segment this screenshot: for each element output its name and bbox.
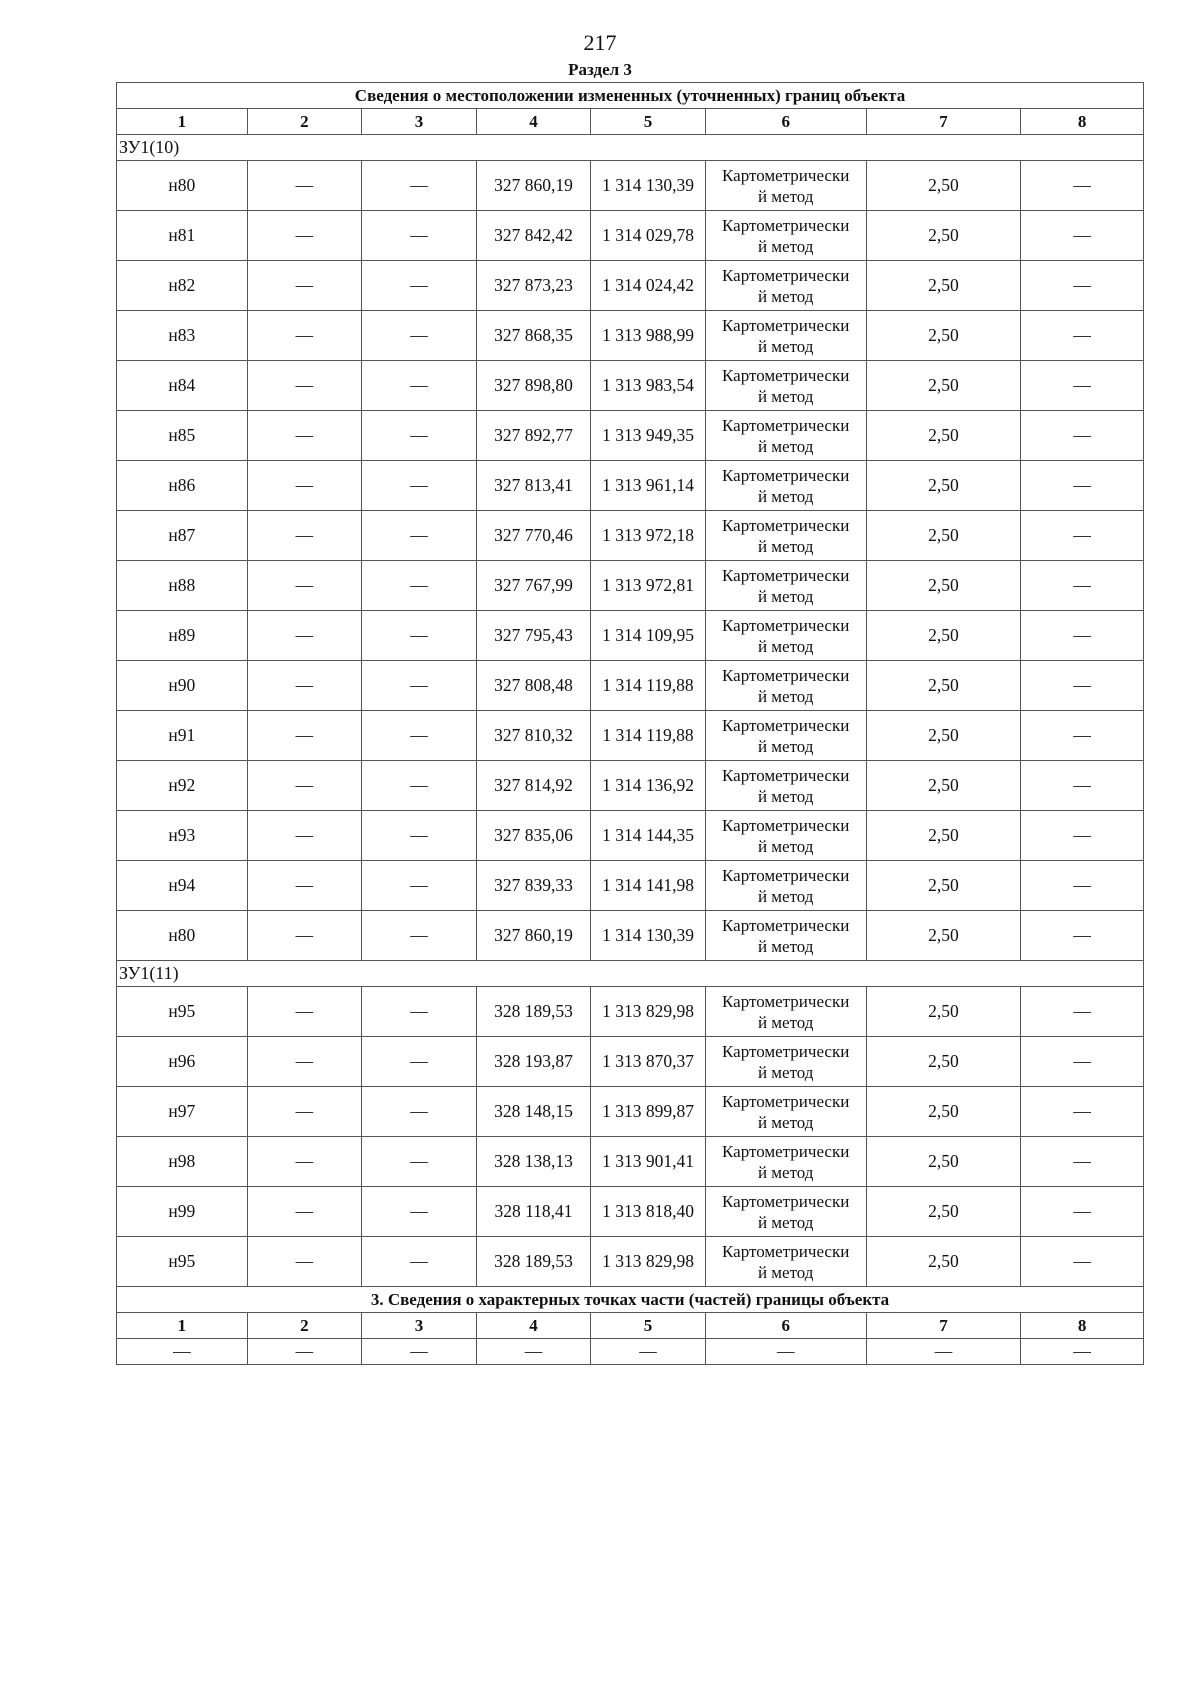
x-coordinate-cell: 327 835,06: [476, 811, 591, 861]
point-id-cell: н84: [117, 361, 248, 411]
col3-cell: —: [362, 361, 477, 411]
method-line-1: Картометрически: [722, 1091, 850, 1111]
col8-cell: —: [1021, 411, 1144, 461]
method-cell: [705, 511, 866, 561]
method-line-2: й метод: [757, 286, 814, 306]
method-line-1: Картометрически: [722, 991, 850, 1011]
method-line-2: й метод: [757, 336, 814, 356]
col2-cell: —: [247, 1137, 362, 1187]
method-line-1: Картометрически: [722, 315, 850, 335]
accuracy-cell: 2,50: [866, 861, 1021, 911]
table-row: [117, 161, 1144, 211]
point-id-cell: н91: [117, 711, 248, 761]
x-coordinate-cell: 328 118,41: [476, 1187, 591, 1237]
col3-cell: —: [362, 561, 477, 611]
method-line-2: й метод: [757, 1012, 814, 1032]
col2-cell: —: [247, 461, 362, 511]
y-coordinate-cell: 1 313 972,81: [591, 561, 706, 611]
group-name: ЗУ1(10): [117, 135, 1144, 161]
col2-cell: —: [247, 761, 362, 811]
method-line-2: й метод: [757, 436, 814, 456]
col3-cell: —: [362, 611, 477, 661]
method-line-2: й метод: [757, 536, 814, 556]
y-coordinate-cell: 1 313 899,87: [591, 1087, 706, 1137]
x-coordinate-cell: 327 892,77: [476, 411, 591, 461]
col8-cell: —: [1021, 161, 1144, 211]
y-coordinate-cell: 1 314 119,88: [591, 661, 706, 711]
table-row: [117, 811, 1144, 861]
col2-cell: —: [247, 1187, 362, 1237]
part-column-header: 7: [866, 1313, 1021, 1339]
part-empty-cell: —: [591, 1339, 706, 1365]
col3-cell: —: [362, 711, 477, 761]
x-coordinate-cell: 327 839,33: [476, 861, 591, 911]
method-line-1: Картометрически: [722, 1041, 850, 1061]
part-empty-cell: —: [705, 1339, 866, 1365]
accuracy-cell: 2,50: [866, 1137, 1021, 1187]
col8-cell: —: [1021, 361, 1144, 411]
point-id-cell: н93: [117, 811, 248, 861]
part-column-header: 3: [362, 1313, 477, 1339]
y-coordinate-cell: 1 314 109,95: [591, 611, 706, 661]
accuracy-cell: 2,50: [866, 1087, 1021, 1137]
method-line-1: Картометрически: [722, 415, 850, 435]
method-line-2: й метод: [757, 1212, 814, 1232]
table-row: [117, 661, 1144, 711]
method-line-1: Картометрически: [722, 215, 850, 235]
part-column-header: 8: [1021, 1313, 1144, 1339]
method-line-1: Картометрически: [722, 765, 850, 785]
method-cell: [705, 561, 866, 611]
page-number: 217: [583, 30, 617, 55]
col8-cell: —: [1021, 1237, 1144, 1287]
col2-cell: —: [247, 211, 362, 261]
point-id-cell: н97: [117, 1087, 248, 1137]
method-cell: [705, 761, 866, 811]
y-coordinate-cell: 1 313 983,54: [591, 361, 706, 411]
method-line-2: й метод: [757, 636, 814, 656]
table-row: [117, 761, 1144, 811]
accuracy-cell: 2,50: [866, 561, 1021, 611]
table-row: [117, 511, 1144, 561]
method-cell: [705, 1137, 866, 1187]
col3-cell: —: [362, 161, 477, 211]
method-cell: [705, 461, 866, 511]
y-coordinate-cell: 1 314 141,98: [591, 861, 706, 911]
col8-cell: —: [1021, 861, 1144, 911]
method-line-2: й метод: [757, 186, 814, 206]
table-row: [117, 911, 1144, 961]
table-row: [117, 211, 1144, 261]
table-row: [117, 1137, 1144, 1187]
part-column-header: 4: [476, 1313, 591, 1339]
point-id-cell: н80: [117, 161, 248, 211]
col8-cell: —: [1021, 611, 1144, 661]
col3-cell: —: [362, 761, 477, 811]
point-id-cell: н85: [117, 411, 248, 461]
point-id-cell: н82: [117, 261, 248, 311]
col8-cell: —: [1021, 987, 1144, 1037]
method-line-2: й метод: [757, 836, 814, 856]
y-coordinate-cell: 1 314 029,78: [591, 211, 706, 261]
col8-cell: —: [1021, 1087, 1144, 1137]
col8-cell: —: [1021, 911, 1144, 961]
method-line-1: Картометрически: [722, 715, 850, 735]
method-line-2: й метод: [757, 236, 814, 256]
x-coordinate-cell: 327 814,92: [476, 761, 591, 811]
y-coordinate-cell: 1 314 119,88: [591, 711, 706, 761]
col8-cell: —: [1021, 661, 1144, 711]
col8-cell: —: [1021, 711, 1144, 761]
x-coordinate-cell: 327 767,99: [476, 561, 591, 611]
x-coordinate-cell: 328 193,87: [476, 1037, 591, 1087]
x-coordinate-cell: 328 189,53: [476, 1237, 591, 1287]
col3-cell: —: [362, 861, 477, 911]
col2-cell: —: [247, 661, 362, 711]
col3-cell: —: [362, 661, 477, 711]
method-cell: [705, 811, 866, 861]
col3-cell: —: [362, 811, 477, 861]
x-coordinate-cell: 327 810,32: [476, 711, 591, 761]
method-cell: [705, 1037, 866, 1087]
method-cell: [705, 987, 866, 1037]
col2-cell: —: [247, 1037, 362, 1087]
part-empty-cell: —: [117, 1339, 248, 1365]
method-line-1: Картометрически: [722, 815, 850, 835]
part-empty-cell: —: [476, 1339, 591, 1365]
column-header: 6: [705, 109, 866, 135]
point-id-cell: н88: [117, 561, 248, 611]
x-coordinate-cell: 327 860,19: [476, 911, 591, 961]
accuracy-cell: 2,50: [866, 811, 1021, 861]
part-caption: 3. Сведения о характерных точках части (частей) границы объекта: [117, 1287, 1144, 1313]
col3-cell: —: [362, 1237, 477, 1287]
col3-cell: —: [362, 1187, 477, 1237]
part-column-header: 2: [247, 1313, 362, 1339]
method-line-2: й метод: [757, 486, 814, 506]
method-cell: [705, 611, 866, 661]
column-header: 8: [1021, 109, 1144, 135]
x-coordinate-cell: 327 873,23: [476, 261, 591, 311]
y-coordinate-cell: 1 314 144,35: [591, 811, 706, 861]
col8-cell: —: [1021, 461, 1144, 511]
method-line-1: Картометрически: [722, 1241, 850, 1261]
method-line-2: й метод: [757, 736, 814, 756]
accuracy-cell: 2,50: [866, 911, 1021, 961]
method-cell: [705, 211, 866, 261]
method-line-1: Картометрически: [722, 465, 850, 485]
col8-cell: —: [1021, 761, 1144, 811]
col8-cell: —: [1021, 1187, 1144, 1237]
table-row: [117, 1237, 1144, 1287]
method-cell: [705, 311, 866, 361]
method-line-1: Картометрически: [722, 865, 850, 885]
col8-cell: —: [1021, 561, 1144, 611]
part-header-row: [117, 1313, 1144, 1339]
y-coordinate-cell: 1 313 829,98: [591, 1237, 706, 1287]
x-coordinate-cell: 327 898,80: [476, 361, 591, 411]
col3-cell: —: [362, 461, 477, 511]
method-line-2: й метод: [757, 686, 814, 706]
accuracy-cell: 2,50: [866, 361, 1021, 411]
accuracy-cell: 2,50: [866, 1037, 1021, 1087]
part-column-header: 6: [705, 1313, 866, 1339]
accuracy-cell: 2,50: [866, 1237, 1021, 1287]
table-row: [117, 261, 1144, 311]
x-coordinate-cell: 327 808,48: [476, 661, 591, 711]
method-cell: [705, 1187, 866, 1237]
column-header: 7: [866, 109, 1021, 135]
method-cell: [705, 1237, 866, 1287]
method-cell: [705, 1087, 866, 1137]
col3-cell: —: [362, 261, 477, 311]
col8-cell: —: [1021, 511, 1144, 561]
y-coordinate-cell: 1 313 972,18: [591, 511, 706, 561]
accuracy-cell: 2,50: [866, 261, 1021, 311]
method-line-1: Картометрически: [722, 515, 850, 535]
col3-cell: —: [362, 911, 477, 961]
method-line-1: Картометрически: [722, 1141, 850, 1161]
table-row: [117, 711, 1144, 761]
col2-cell: —: [247, 261, 362, 311]
method-line-1: Картометрически: [722, 265, 850, 285]
method-cell: [705, 261, 866, 311]
point-id-cell: н80: [117, 911, 248, 961]
accuracy-cell: 2,50: [866, 1187, 1021, 1237]
method-line-1: Картометрически: [722, 915, 850, 935]
point-id-cell: н96: [117, 1037, 248, 1087]
accuracy-cell: 2,50: [866, 711, 1021, 761]
col8-cell: —: [1021, 811, 1144, 861]
table-row: [117, 611, 1144, 661]
col3-cell: —: [362, 411, 477, 461]
y-coordinate-cell: 1 314 130,39: [591, 911, 706, 961]
col3-cell: —: [362, 211, 477, 261]
method-line-1: Картометрически: [722, 165, 850, 185]
x-coordinate-cell: 327 868,35: [476, 311, 591, 361]
method-line-2: й метод: [757, 1162, 814, 1182]
table-caption: Сведения о местоположении измененных (уточненных) границ объекта: [117, 83, 1144, 109]
column-header: 2: [247, 109, 362, 135]
x-coordinate-cell: 327 770,46: [476, 511, 591, 561]
x-coordinate-cell: 327 860,19: [476, 161, 591, 211]
x-coordinate-cell: 327 842,42: [476, 211, 591, 261]
point-id-cell: н94: [117, 861, 248, 911]
col8-cell: —: [1021, 211, 1144, 261]
method-line-2: й метод: [757, 786, 814, 806]
point-id-cell: н90: [117, 661, 248, 711]
method-line-1: Картометрически: [722, 615, 850, 635]
accuracy-cell: 2,50: [866, 661, 1021, 711]
y-coordinate-cell: 1 313 818,40: [591, 1187, 706, 1237]
accuracy-cell: 2,50: [866, 411, 1021, 461]
column-header: 1: [117, 109, 248, 135]
part-empty-row: [117, 1339, 1144, 1365]
part-column-header: 1: [117, 1313, 248, 1339]
col3-cell: —: [362, 987, 477, 1037]
y-coordinate-cell: 1 313 870,37: [591, 1037, 706, 1087]
accuracy-cell: 2,50: [866, 987, 1021, 1037]
col2-cell: —: [247, 161, 362, 211]
method-cell: [705, 861, 866, 911]
col3-cell: —: [362, 311, 477, 361]
col8-cell: —: [1021, 1037, 1144, 1087]
accuracy-cell: 2,50: [866, 211, 1021, 261]
col3-cell: —: [362, 1037, 477, 1087]
col2-cell: —: [247, 511, 362, 561]
col8-cell: —: [1021, 261, 1144, 311]
part-empty-cell: —: [866, 1339, 1021, 1365]
part-empty-cell: —: [1021, 1339, 1144, 1365]
method-line-1: Картометрически: [722, 565, 850, 585]
y-coordinate-cell: 1 313 988,99: [591, 311, 706, 361]
col3-cell: —: [362, 1137, 477, 1187]
point-id-cell: н87: [117, 511, 248, 561]
table-caption-row: [117, 83, 1144, 109]
method-cell: [705, 661, 866, 711]
table-row: [117, 411, 1144, 461]
group-row: [117, 135, 1144, 161]
table-row: [117, 1187, 1144, 1237]
col2-cell: —: [247, 561, 362, 611]
column-header-row: [117, 109, 1144, 135]
method-cell: [705, 411, 866, 461]
method-cell: [705, 161, 866, 211]
col2-cell: —: [247, 361, 362, 411]
method-line-2: й метод: [757, 936, 814, 956]
method-line-2: й метод: [757, 386, 814, 406]
method-line-1: Картометрически: [722, 665, 850, 685]
table-row: [117, 311, 1144, 361]
point-id-cell: н83: [117, 311, 248, 361]
col8-cell: —: [1021, 311, 1144, 361]
part-empty-cell: —: [362, 1339, 477, 1365]
col3-cell: —: [362, 511, 477, 561]
y-coordinate-cell: 1 313 961,14: [591, 461, 706, 511]
point-id-cell: н89: [117, 611, 248, 661]
method-line-2: й метод: [757, 1062, 814, 1082]
col2-cell: —: [247, 1087, 362, 1137]
method-line-2: й метод: [757, 886, 814, 906]
col2-cell: —: [247, 311, 362, 361]
accuracy-cell: 2,50: [866, 761, 1021, 811]
method-line-1: Картометрически: [722, 365, 850, 385]
section-title: Раздел 3: [568, 60, 632, 79]
point-id-cell: н98: [117, 1137, 248, 1187]
group-name: ЗУ1(11): [117, 961, 1144, 987]
col2-cell: —: [247, 987, 362, 1037]
part-column-header: 5: [591, 1313, 706, 1339]
group-row: [117, 961, 1144, 987]
point-id-cell: н92: [117, 761, 248, 811]
method-line-2: й метод: [757, 1262, 814, 1282]
method-cell: [705, 361, 866, 411]
y-coordinate-cell: 1 313 901,41: [591, 1137, 706, 1187]
column-header: 5: [591, 109, 706, 135]
accuracy-cell: 2,50: [866, 611, 1021, 661]
col2-cell: —: [247, 711, 362, 761]
table-row: [117, 1087, 1144, 1137]
col2-cell: —: [247, 611, 362, 661]
col2-cell: —: [247, 861, 362, 911]
col2-cell: —: [247, 811, 362, 861]
x-coordinate-cell: 327 795,43: [476, 611, 591, 661]
accuracy-cell: 2,50: [866, 161, 1021, 211]
y-coordinate-cell: 1 314 130,39: [591, 161, 706, 211]
column-header: 4: [476, 109, 591, 135]
part-empty-cell: —: [247, 1339, 362, 1365]
point-id-cell: н99: [117, 1187, 248, 1237]
table-row: [117, 361, 1144, 411]
method-line-1: Картометрически: [722, 1191, 850, 1211]
col2-cell: —: [247, 1237, 362, 1287]
x-coordinate-cell: 328 189,53: [476, 987, 591, 1037]
y-coordinate-cell: 1 314 024,42: [591, 261, 706, 311]
x-coordinate-cell: 327 813,41: [476, 461, 591, 511]
method-line-2: й метод: [757, 586, 814, 606]
method-cell: [705, 911, 866, 961]
point-id-cell: н95: [117, 987, 248, 1037]
col8-cell: —: [1021, 1137, 1144, 1187]
method-cell: [705, 711, 866, 761]
x-coordinate-cell: 328 148,15: [476, 1087, 591, 1137]
col2-cell: —: [247, 911, 362, 961]
x-coordinate-cell: 328 138,13: [476, 1137, 591, 1187]
col2-cell: —: [247, 411, 362, 461]
table-row: [117, 987, 1144, 1037]
table-row: [117, 561, 1144, 611]
point-id-cell: н86: [117, 461, 248, 511]
col3-cell: —: [362, 1087, 477, 1137]
table-row: [117, 861, 1144, 911]
part-caption-row: [117, 1287, 1144, 1313]
boundary-table: [116, 82, 1144, 1365]
y-coordinate-cell: 1 313 829,98: [591, 987, 706, 1037]
table-row: [117, 1037, 1144, 1087]
accuracy-cell: 2,50: [866, 511, 1021, 561]
column-header: 3: [362, 109, 477, 135]
accuracy-cell: 2,50: [866, 461, 1021, 511]
table-row: [117, 461, 1144, 511]
point-id-cell: н95: [117, 1237, 248, 1287]
accuracy-cell: 2,50: [866, 311, 1021, 361]
point-id-cell: н81: [117, 211, 248, 261]
y-coordinate-cell: 1 313 949,35: [591, 411, 706, 461]
y-coordinate-cell: 1 314 136,92: [591, 761, 706, 811]
method-line-2: й метод: [757, 1112, 814, 1132]
